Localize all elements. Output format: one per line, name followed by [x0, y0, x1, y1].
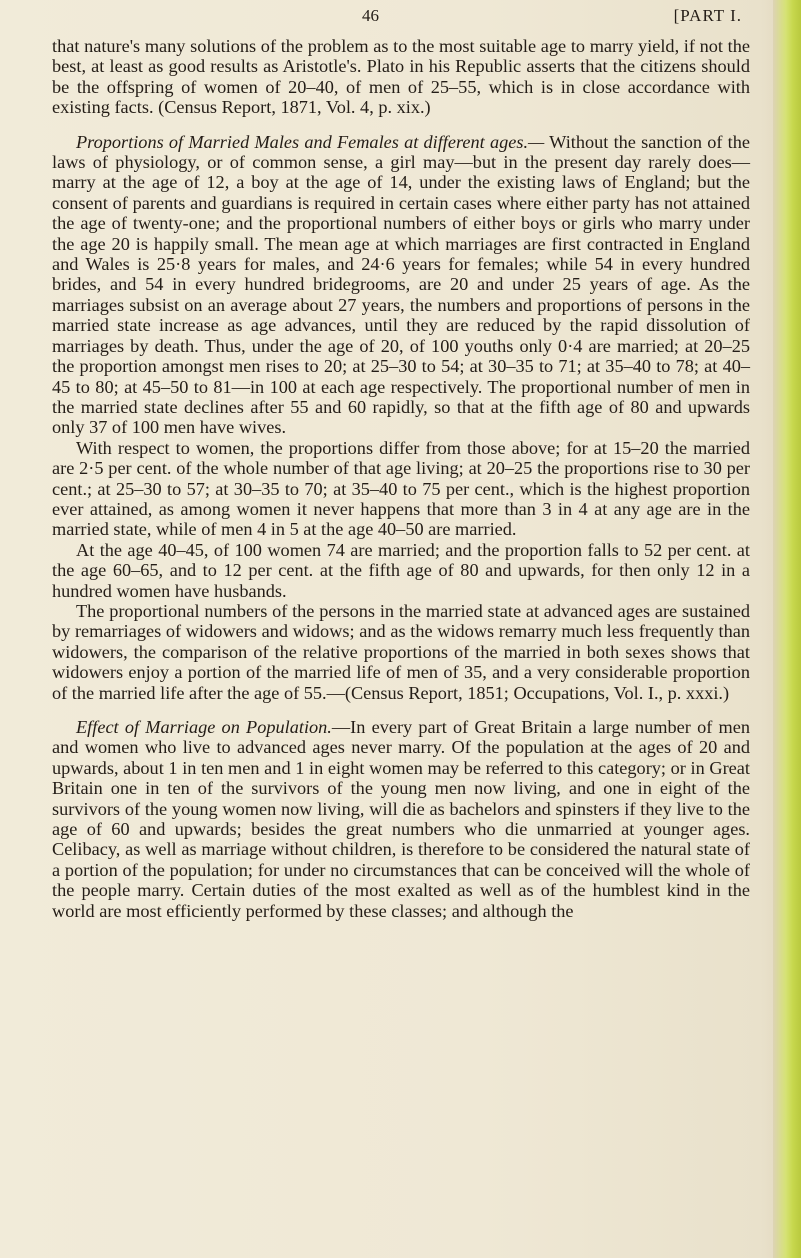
paragraph-effect-text: —In every part of Great Britain a large number of men and women who live to advanced ages never marry. Of the population at the ages of 20 and upwards, about 1 in ten men and 1 in eight women may be referred to this category; or in Great Britain one in ten of the survivors of the young men now living, and one in eight of the survivors of the young women now living, will die as bachelors and spinsters if they live to the age of 60 and upwards; besides the great numbers who die unmarried at younger ages. Celibacy, as well as marriage without children, is therefore to be considered the natural state of a portion of the population; for under no circumstances that can be conceived will the whole of the people marry. Certain duties of the most exalted as well as of the humblest kind in the world are most efficiently performed by these classes; and although the: [52, 717, 750, 921]
page-header: [52, 4, 742, 30]
page-body: [52, 36, 750, 921]
page-edge: [773, 0, 801, 1258]
paragraph-intro: that nature's many solutions of the problem as to the most suitable age to marry yield, if not the best, at least as good results as Aristotle's. Plato in his Republic asserts that the citizens should be the offspring of women of 20–40, of men of 25–55, which is in close accordance with existing facts. (Census Report, 1871, Vol. 4, p. xix.): [52, 36, 750, 118]
paragraph-age-40-45: At the age 40–45, of 100 women 74 are married; and the proportion falls to 52 per cent. at the age 60–65, and to 12 per cent. at the fifth age of 80 and upwards, for then only 12 in a hundred women have husbands.: [52, 539, 750, 601]
paragraph-effect: [52, 717, 750, 921]
paragraph-proportions-text: Without the sanction of the laws of physiology, or of common sense, a girl may—but in the present day rarely does—marry at the age of 12, a boy at the age of 14, under the existing laws of England; but the consent of parents and guardians is required in certain cases where either party has not attained the age of twenty-one; and the proportional numbers of either boys or girls who marry under the age 20 is happily small. The mean age at which marriages are first contracted in England and Wales is 25·8 years for males, and 24·6 years for females; while 54 in every hundred brides, and 54 in every hundred bridegrooms, are 20 and under 25 years of age. As the marriages subsist on an average about 27 years, the numbers and proportions of persons in the married state increase as age advances, until they are reduced by the rapid dissolution of marriages by death. Thus, under the age of 20, of 100 youths only 0·4 are married; at 20–25 the proportion amongst men rises to 20; at 25–30 to 54; at 30–35 to 71; at 35–40 to 78; at 40–45 to 80; at 45–50 to 81—in 100 at each age respectively. The proportional number of men in the married state declines after 55 and 60 rapidly, so that at the fifth age of 80 and upwards only 37 of 100 men have wives.: [52, 131, 750, 438]
paragraph-women: With respect to women, the proportions differ from those above; for at 15–20 the married are 2·5 per cent. of the whole number of that age living; at 20–25 the proportions rise to 30 per cent.; at 25–30 to 57; at 30–35 to 70; at 35–40 to 75 per cent., which is the highest proportion ever attained, as among women it never happens that more than 3 in 4 at any age are in the married state, while of men 4 in 5 at the age 40–50 are married.: [52, 437, 750, 540]
page-number: 46: [362, 6, 379, 25]
section-heading-proportions: Proportions of Married Males and Females at different ages.—: [76, 131, 545, 152]
paragraph-remarriages: The proportional numbers of the persons in the married state at advanced ages are sustained by remarriages of widowers and widows; and as the widows remarry much less frequently than widowers, the comparison of the relative proportions of the married in both sexes shows that widowers enjoy a portion of the married life of men of 35, and a very considerable proportion of the married life after the age of 55.—(Census Report, 1851; Occupations, Vol. I., p. xxxi.): [52, 600, 750, 703]
section-heading-effect: Effect of Marriage on Population.: [76, 717, 332, 737]
paragraph-proportions: [52, 132, 750, 438]
part-label: [PART I.: [673, 6, 742, 25]
